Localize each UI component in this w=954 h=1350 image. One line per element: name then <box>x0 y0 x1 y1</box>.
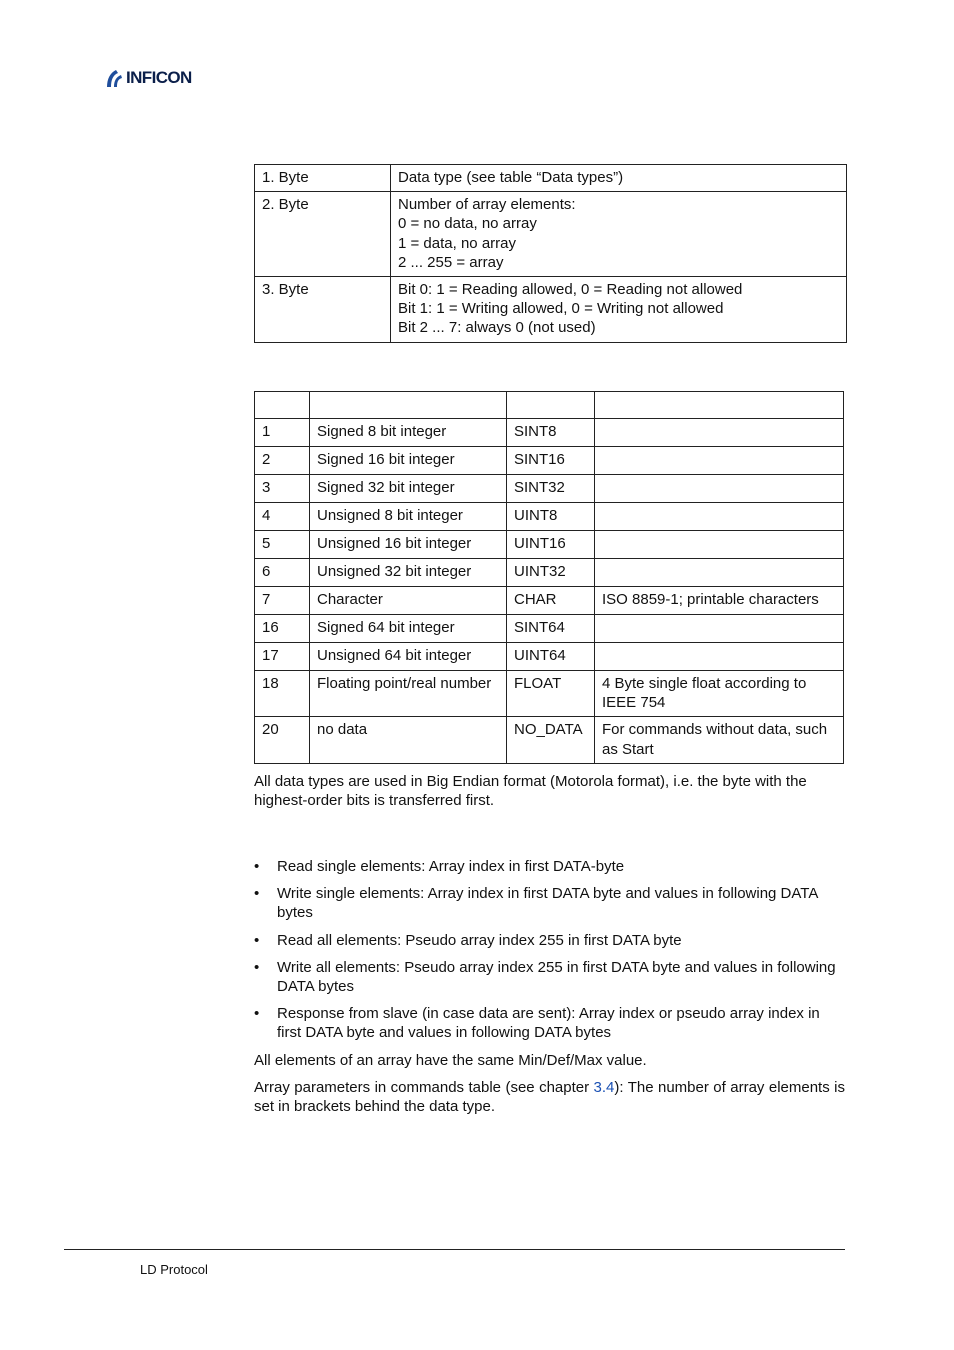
type-number-cell: 5 <box>255 531 310 559</box>
table-row <box>255 643 844 671</box>
byte-cell: 3. Byte <box>255 277 391 343</box>
table-row <box>255 277 847 343</box>
bullet-icon: • <box>254 932 260 949</box>
type-note-cell <box>595 559 844 587</box>
table-row <box>255 615 844 643</box>
type-number-cell: 17 <box>255 643 310 671</box>
table-row <box>255 559 844 587</box>
type-description-cell: Unsigned 8 bit integer <box>310 503 507 531</box>
endian-paragraph: All data types are used in Big Endian format (Motorola format), i.e. the byte with the highest-order bits is transferred first. <box>254 773 807 810</box>
minmax-paragraph: All elements of an array have the same Min/Def/Max value. <box>254 1052 647 1069</box>
list-item-text: Response from slave (in case data are sent): Array index or pseudo array index in first DATA byte and values in following DATA bytes <box>277 1005 820 1042</box>
type-description-cell: Signed 8 bit integer <box>310 419 507 447</box>
type-note-cell: 4 Byte single float according to IEEE 754 <box>595 671 844 717</box>
type-description-cell: Signed 16 bit integer <box>310 447 507 475</box>
table-row <box>255 475 844 503</box>
type-description-cell: Unsigned 64 bit integer <box>310 643 507 671</box>
inficon-logo-icon <box>104 67 124 89</box>
type-number-cell: 2 <box>255 447 310 475</box>
list-item-text: Write all elements: Pseudo array index 255 in first DATA byte and values in following DATA bytes <box>277 959 836 996</box>
description-line: Bit 0: 1 = Reading allowed, 0 = Reading not allowed <box>398 281 743 299</box>
type-description-cell: Character <box>310 587 507 615</box>
bullet-icon: • <box>254 1005 260 1022</box>
list-item-text: Write single elements: Array index in first DATA byte and values in following DATA bytes <box>277 885 818 922</box>
list-item <box>254 958 845 996</box>
type-abbreviation-cell: UINT8 <box>507 503 595 531</box>
type-note-cell <box>595 615 844 643</box>
type-abbreviation-cell: CHAR <box>507 587 595 615</box>
type-abbreviation-cell: UINT64 <box>507 643 595 671</box>
byte-description-cell <box>391 165 847 192</box>
type-abbreviation-cell: UINT32 <box>507 559 595 587</box>
bullet-icon: • <box>254 885 260 902</box>
type-description-cell: Unsigned 32 bit integer <box>310 559 507 587</box>
description-line: 0 = no data, no array <box>398 215 537 233</box>
description-line: Data type (see table “Data types”) <box>398 169 624 186</box>
table-row <box>255 192 847 277</box>
type-abbreviation-cell: SINT64 <box>507 615 595 643</box>
header-cell <box>507 392 595 419</box>
table-row <box>255 419 844 447</box>
footer-rule <box>64 1249 845 1250</box>
type-note-cell <box>595 447 844 475</box>
list-item <box>254 857 845 876</box>
list-item <box>254 1004 845 1042</box>
type-abbreviation-cell: SINT8 <box>507 419 595 447</box>
table-row <box>255 447 844 475</box>
type-note-cell <box>595 475 844 503</box>
type-note-cell: For commands without data, such as Start <box>595 717 844 763</box>
type-description-cell: Signed 64 bit integer <box>310 615 507 643</box>
array-params-text: Array parameters in commands table (see chapter <box>254 1079 594 1096</box>
type-description-cell: no data <box>310 717 507 763</box>
type-note-cell <box>595 503 844 531</box>
type-note-cell <box>595 531 844 559</box>
description-line: Bit 2 ... 7: always 0 (not used) <box>398 319 596 337</box>
byte-cell: 2. Byte <box>255 192 391 277</box>
chapter-link[interactable]: 3.4 <box>593 1079 615 1096</box>
description-line: Number of array elements: <box>398 196 576 214</box>
data-types-table <box>254 391 844 764</box>
type-description-cell: Signed 32 bit integer <box>310 475 507 503</box>
byte-description-cell <box>391 277 847 343</box>
type-abbreviation-cell: SINT16 <box>507 447 595 475</box>
type-number-cell: 1 <box>255 419 310 447</box>
description-line: 2 ... 255 = array <box>398 253 504 271</box>
table-row <box>255 671 844 717</box>
table-row <box>255 717 844 763</box>
list-item-text: Read single elements: Array index in first DATA-byte <box>277 858 625 875</box>
list-item-text: Read all elements: Pseudo array index 255 in first DATA byte <box>277 932 682 949</box>
type-number-cell: 18 <box>255 671 310 717</box>
bullet-icon: • <box>254 959 260 976</box>
array-params-text-end: ): The number of array elements is set in brackets behind the data type. <box>254 1079 845 1116</box>
type-number-cell: 4 <box>255 503 310 531</box>
footer-doc-name: LD Protocol <box>140 1262 208 1277</box>
type-note-cell <box>595 419 844 447</box>
table-row <box>255 503 844 531</box>
type-abbreviation-cell: FLOAT <box>507 671 595 717</box>
table-row <box>255 165 847 192</box>
list-item <box>254 931 845 950</box>
type-note-cell: ISO 8859-1; printable characters <box>595 587 844 615</box>
logo-text: INFICON <box>126 68 192 87</box>
bullet-icon: • <box>254 858 260 875</box>
array-params-paragraph <box>254 1078 845 1116</box>
header-cell <box>310 392 507 419</box>
list-item <box>254 884 845 922</box>
header-cell <box>255 392 310 419</box>
description-line: Bit 1: 1 = Writing allowed, 0 = Writing not allowed <box>398 300 724 318</box>
type-description-cell: Floating point/real number <box>310 671 507 717</box>
table-row <box>255 531 844 559</box>
type-number-cell: 3 <box>255 475 310 503</box>
table-row <box>255 587 844 615</box>
type-number-cell: 7 <box>255 587 310 615</box>
type-abbreviation-cell: SINT32 <box>507 475 595 503</box>
type-note-cell <box>595 643 844 671</box>
description-line: 1 = data, no array <box>398 234 516 252</box>
inficon-logo <box>104 66 192 90</box>
type-number-cell: 6 <box>255 559 310 587</box>
type-number-cell: 20 <box>255 717 310 763</box>
type-number-cell: 16 <box>255 615 310 643</box>
byte-structure-table <box>254 164 847 343</box>
header-cell <box>595 392 844 419</box>
type-abbreviation-cell: NO_DATA <box>507 717 595 763</box>
byte-description-cell <box>391 192 847 277</box>
type-description-cell: Unsigned 16 bit integer <box>310 531 507 559</box>
byte-cell: 1. Byte <box>255 165 391 192</box>
type-abbreviation-cell: UINT16 <box>507 531 595 559</box>
table-header-row <box>255 392 844 419</box>
